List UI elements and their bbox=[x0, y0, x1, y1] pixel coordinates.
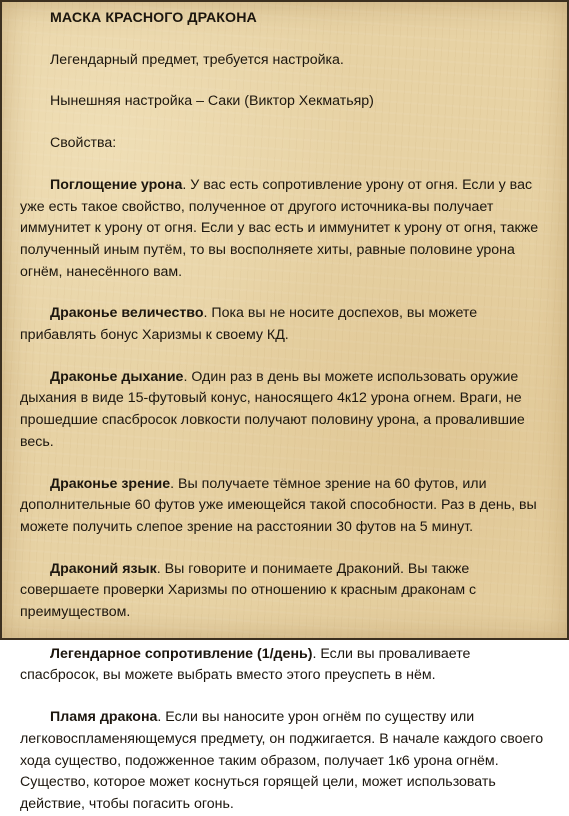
property-text: . Вы говорите и понимаете Драконий. Вы также совершаете проверки Харизмы по отношению к красным драконам с преимуществом. bbox=[20, 560, 477, 621]
property-text: . Если вы наносите урон огнём по существу или легковоспламеняющемуся предмету, он поджигается. В начале каждого своего хода существо, подожженное таким образом, получает 1к6 урона огнём. Существо, которое может коснуться горящей цели, может использовать действие, чтобы погасить огонь. bbox=[20, 709, 544, 812]
property-name: Пламя дракона bbox=[50, 709, 158, 726]
property-name: Драконий язык bbox=[50, 560, 157, 577]
property-dragon-flame bbox=[20, 707, 551, 816]
property-text: . Вы получаете тёмное зрение на 60 футов, или дополнительные 60 футов уже имеющейся такой способности. Раз в день, вы можете получить слепое зрение на расстоянии 30 футов на 5 минут. bbox=[20, 475, 537, 535]
property-text: . Пока вы не носите доспехов, вы можете прибавлять бонус Харизмы к своему КД. bbox=[20, 305, 478, 344]
item-attunement: Нынешняя настройка – Саки (Виктор Хекматьяр) bbox=[50, 93, 374, 110]
property-name: Легендарное сопротивление (1/день) bbox=[50, 645, 313, 662]
property-name: Поглощение урона bbox=[50, 176, 183, 193]
property-name: Драконье зрение bbox=[50, 475, 171, 492]
properties-heading: Свойства: bbox=[50, 135, 117, 152]
property-text: . Если вы проваливаете спасбросок, вы можете выбрать вместо этого преуспеть в нём. bbox=[20, 645, 471, 684]
item-title: МАСКА КРАСНОГО ДРАКОНА bbox=[50, 10, 257, 26]
property-breath-weapon bbox=[20, 367, 551, 454]
item-rarity: Легендарный предмет, требуется настройка. bbox=[50, 51, 344, 68]
property-name: Драконье дыхание bbox=[50, 368, 184, 385]
property-draconic-sight bbox=[20, 474, 551, 539]
property-legendary-resistance bbox=[20, 644, 551, 687]
property-draconic-tongue bbox=[20, 559, 551, 624]
property-text: . У вас есть сопротивление урону от огня. Если у вас уже есть такое свойство, полученное от другого источника-вы получает иммунитет к урону от огня. Если у вас есть и иммунитет к урону от огня, также полученный иным путём, то вы восполняете хиты, равные половине урона огнём, нанесённого вам. bbox=[20, 176, 539, 280]
property-damage-absorption bbox=[20, 175, 551, 284]
property-draconic-majesty bbox=[20, 303, 551, 346]
property-text: . Один раз в день вы можете использовать оружие дыхания в виде 15-футовый конус, наносящего 4к12 урона огнем. Враги, не прошедшие спасбросок ловкости получают половину урона, а провалившие весь. bbox=[20, 368, 525, 450]
property-name: Драконье величество bbox=[50, 305, 204, 322]
